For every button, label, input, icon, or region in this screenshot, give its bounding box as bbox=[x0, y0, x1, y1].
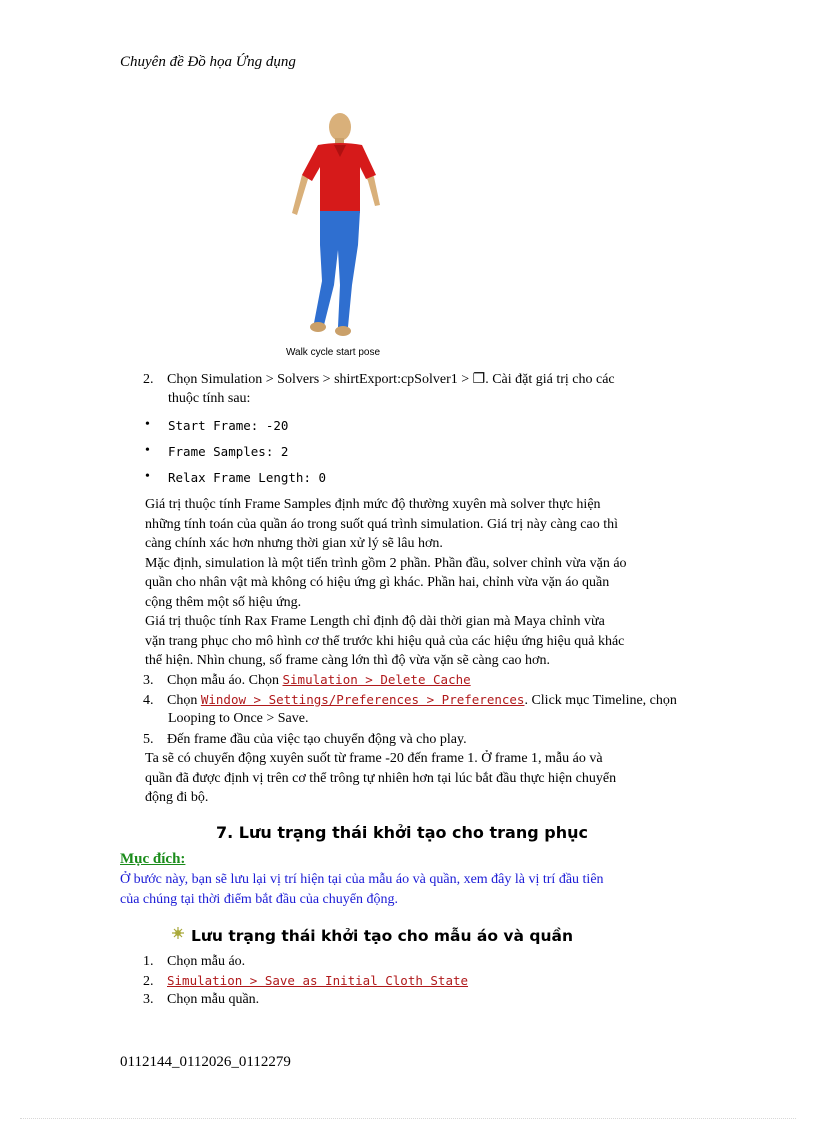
bullet-dot: • bbox=[145, 417, 150, 432]
muc-dich-label: Mục đích: bbox=[120, 851, 186, 867]
paragraph-line: Giá trị thuộc tính Frame Samples định mức độ thường xuyên mà solver thực hiện bbox=[145, 497, 601, 512]
step-4-after: . Click mục Timeline, chọn bbox=[524, 693, 677, 708]
step-text: Chọn mẫu áo. bbox=[167, 954, 246, 969]
subheading: Lưu trạng thái khởi tạo cho mẫu áo và quần bbox=[191, 927, 574, 945]
page-bottom-divider bbox=[20, 1118, 796, 1119]
step-number: 2. bbox=[143, 974, 154, 989]
step-number: 5. bbox=[143, 732, 154, 747]
paragraph-line: của chúng tại thời điểm bắt đầu của chuyển động. bbox=[120, 891, 398, 907]
paragraph-line: Ở bước này, bạn sẽ lưu lại vị trí hiện tại của mẫu áo và quần, xem đây là vị trí đầu tiên bbox=[120, 872, 604, 887]
bullet-frame-samples: Frame Samples: 2 bbox=[168, 444, 289, 459]
bullet-start-frame: Start Frame: -20 bbox=[168, 418, 289, 433]
step-5 bbox=[143, 730, 695, 750]
paragraph-line: quần đã được định vị trên cơ thể trông tự nhiên hơn tại lúc bắt đầu thực hiện chuyển bbox=[145, 770, 617, 786]
step-number: 3. bbox=[143, 673, 154, 688]
step-4-line2: Looping to Once > Save. bbox=[168, 711, 309, 726]
paragraph-line: cộng thêm một số hiệu ứng. bbox=[145, 594, 302, 610]
step-3-text: Chọn mẫu áo. Chọn bbox=[167, 673, 283, 688]
step-number: 2. bbox=[143, 372, 154, 387]
step-2-line2: thuộc tính sau: bbox=[168, 391, 251, 406]
step-number: 4. bbox=[143, 693, 154, 708]
step-2-text-a: Chọn Simulation > Solvers > shirtExport:cpSolver1 > bbox=[167, 372, 473, 387]
paragraph-line: thể hiện. Nhìn chung, số frame càng lớn thì độ vừa vặn sẽ càng cao hơn. bbox=[145, 653, 550, 668]
bullet-relax-frame: Relax Frame Length: 0 bbox=[168, 470, 327, 485]
paragraph-line: động đi bộ. bbox=[145, 790, 209, 805]
option-box-icon: ❐ bbox=[472, 372, 486, 387]
paragraph-frame-samples bbox=[145, 495, 695, 671]
section-7-heading: 7. Lưu trạng thái khởi tạo cho trang phục bbox=[216, 823, 588, 842]
step-2-text-b: . Cài đặt giá trị cho các bbox=[485, 372, 615, 387]
delete-cache-link[interactable]: Simulation > Delete Cache bbox=[282, 672, 471, 687]
paragraph-end bbox=[145, 749, 695, 808]
muc-dich-text bbox=[120, 870, 694, 909]
bullet-dot: • bbox=[145, 443, 150, 458]
bullet-star-icon bbox=[172, 926, 184, 944]
step-number: 3. bbox=[143, 992, 154, 1007]
step-5-text: Đến frame đầu của việc tạo chuyển động và cho play. bbox=[167, 732, 467, 747]
step-text: Chọn mẫu quần. bbox=[167, 992, 260, 1007]
step-3 bbox=[143, 670, 695, 691]
preferences-link[interactable]: Window > Settings/Preferences > Preferences bbox=[200, 692, 525, 707]
paragraph-line: những tính toán của quần áo trong suốt quá trình simulation. Giá trị này càng cao thì bbox=[145, 516, 618, 532]
step-4 bbox=[143, 690, 695, 711]
paragraph-line: vặn trang phục cho mô hình cơ thể trước khi hiệu quả của các hiệu ứng hiệu quả khác bbox=[145, 633, 625, 649]
figure-caption: Walk cycle start pose bbox=[285, 347, 381, 358]
step-number: 1. bbox=[143, 954, 154, 969]
paragraph-line: Ta sẽ có chuyển động xuyên suốt từ frame -20 đến frame 1. Ở frame 1, mẫu áo và bbox=[145, 751, 603, 766]
paragraph-line: càng chính xác hơn nhưng thời gian xử lý sẽ lâu hơn. bbox=[145, 536, 443, 551]
page-footer: 0112144_0112026_0112279 bbox=[120, 1054, 291, 1070]
paragraph-line: quần cho nhân vật mà không có hiệu ứng gì khác. Phần hai, chỉnh vừa vặn áo quần bbox=[145, 575, 610, 590]
step-4-text: Chọn bbox=[167, 693, 201, 708]
final-step-2 bbox=[143, 971, 468, 992]
paragraph-line: Giá trị thuộc tính Rax Frame Length chỉ định độ dài thời gian mà Maya chỉnh vừa bbox=[145, 614, 605, 629]
final-step-1 bbox=[143, 952, 245, 972]
walk-cycle-figure bbox=[268, 105, 398, 345]
bullet-dot: • bbox=[145, 469, 150, 484]
final-step-3 bbox=[143, 990, 259, 1010]
paragraph-line: Mặc định, simulation là một tiến trình gồm 2 phần. Phần đầu, solver chỉnh vừa vặn áo bbox=[145, 555, 627, 571]
page-header: Chuyên đề Đồ họa Ứng dụng bbox=[120, 54, 296, 70]
save-initial-state-link[interactable]: Simulation > Save as Initial Cloth State bbox=[167, 973, 469, 988]
step-2 bbox=[143, 370, 695, 390]
